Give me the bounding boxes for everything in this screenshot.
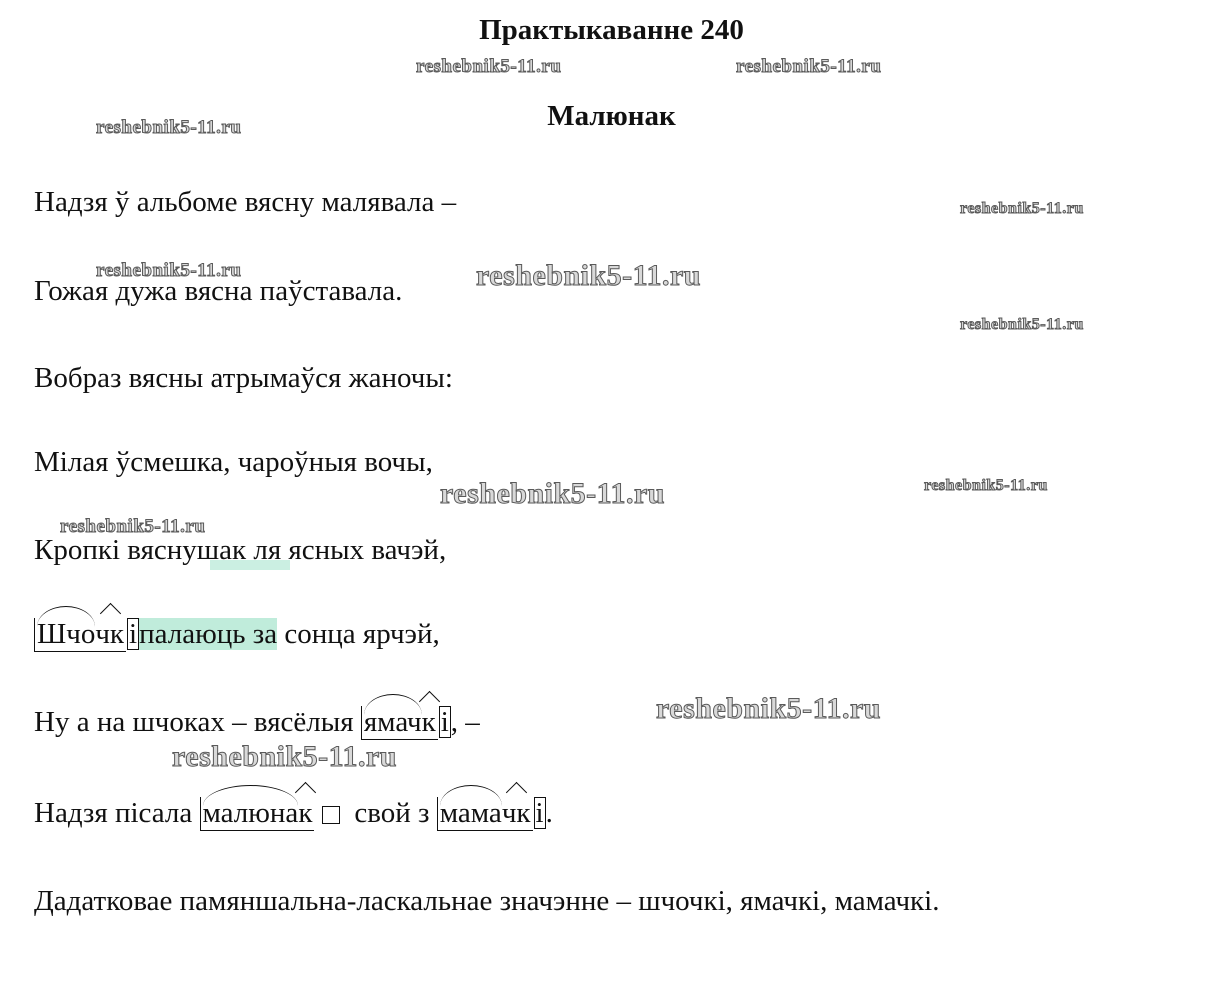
poem-line-8 [34,797,553,831]
suffix-mark: чк [501,797,531,829]
ending-mark: і [535,797,544,829]
suffix-mark: к [421,706,436,738]
root-mark: мама [439,797,502,829]
watermark: reshebnik5-11.ru [924,477,1048,494]
watermark: reshebnik5-11.ru [736,56,882,77]
watermark: reshebnik5-11.ru [960,200,1084,217]
watermark: reshebnik5-11.ru [96,117,242,138]
root-mark: малюна [202,797,299,829]
word-stem-mamachki [437,797,533,831]
poem-line-5: Кропкі вяснушак ля ясных вачэй, [34,534,447,566]
word-stem-yamachki [361,706,438,740]
poem-line-4: Мілая ўсмешка, чароўныя вочы, [34,446,433,478]
watermark: reshebnik5-11.ru [440,477,665,510]
poem-line-6 [34,618,440,652]
line-7-end: , – [450,706,480,738]
watermark: reshebnik5-11.ru [656,692,881,725]
zero-ending-box [322,806,340,824]
line-6-rest: сонца ярчэй, [277,618,440,650]
poem-line-1: Надзя ў альбоме вясну малявала – [34,186,457,218]
watermark: reshebnik5-11.ru [96,260,242,281]
watermark: reshebnik5-11.ru [172,740,397,773]
line-7-start: Ну а на шчоках – вясёлыя [34,706,361,738]
poem-line-7 [34,706,480,740]
line-8-start: Надзя пісала [34,797,200,829]
word-stem-shchochki [34,618,126,652]
line-8-middle: свой з [354,797,437,829]
ending-mark: і [440,706,449,738]
highlighted-phrase: палаюць за [139,618,278,650]
poem-line-3: Вобраз вясны атрымаўся жаночы: [34,362,453,394]
exercise-title: Практыкаванне 240 [479,14,744,46]
line-8-end: . [545,797,553,829]
poem-line-2: Гожая дужа вясна паўставала. [34,275,403,307]
watermark: reshebnik5-11.ru [60,516,206,537]
ending-mark: і [129,618,138,650]
root-mark: ямач [363,706,422,738]
watermark: reshebnik5-11.ru [960,316,1084,333]
suffix-mark: к [298,797,313,829]
watermark: reshebnik5-11.ru [476,259,701,292]
word-stem-malyunak [200,797,315,831]
answer-line: Дадатковае памяншальна-ласкальнае значэнне – шчочкі, ямачкі, мамачкі. [34,885,940,917]
watermark: reshebnik5-11.ru [416,56,562,77]
root-mark: Шчо [37,618,96,650]
suffix-mark: чк [95,618,125,650]
poem-title: Малюнак [547,100,676,132]
highlight-mark [210,560,290,570]
